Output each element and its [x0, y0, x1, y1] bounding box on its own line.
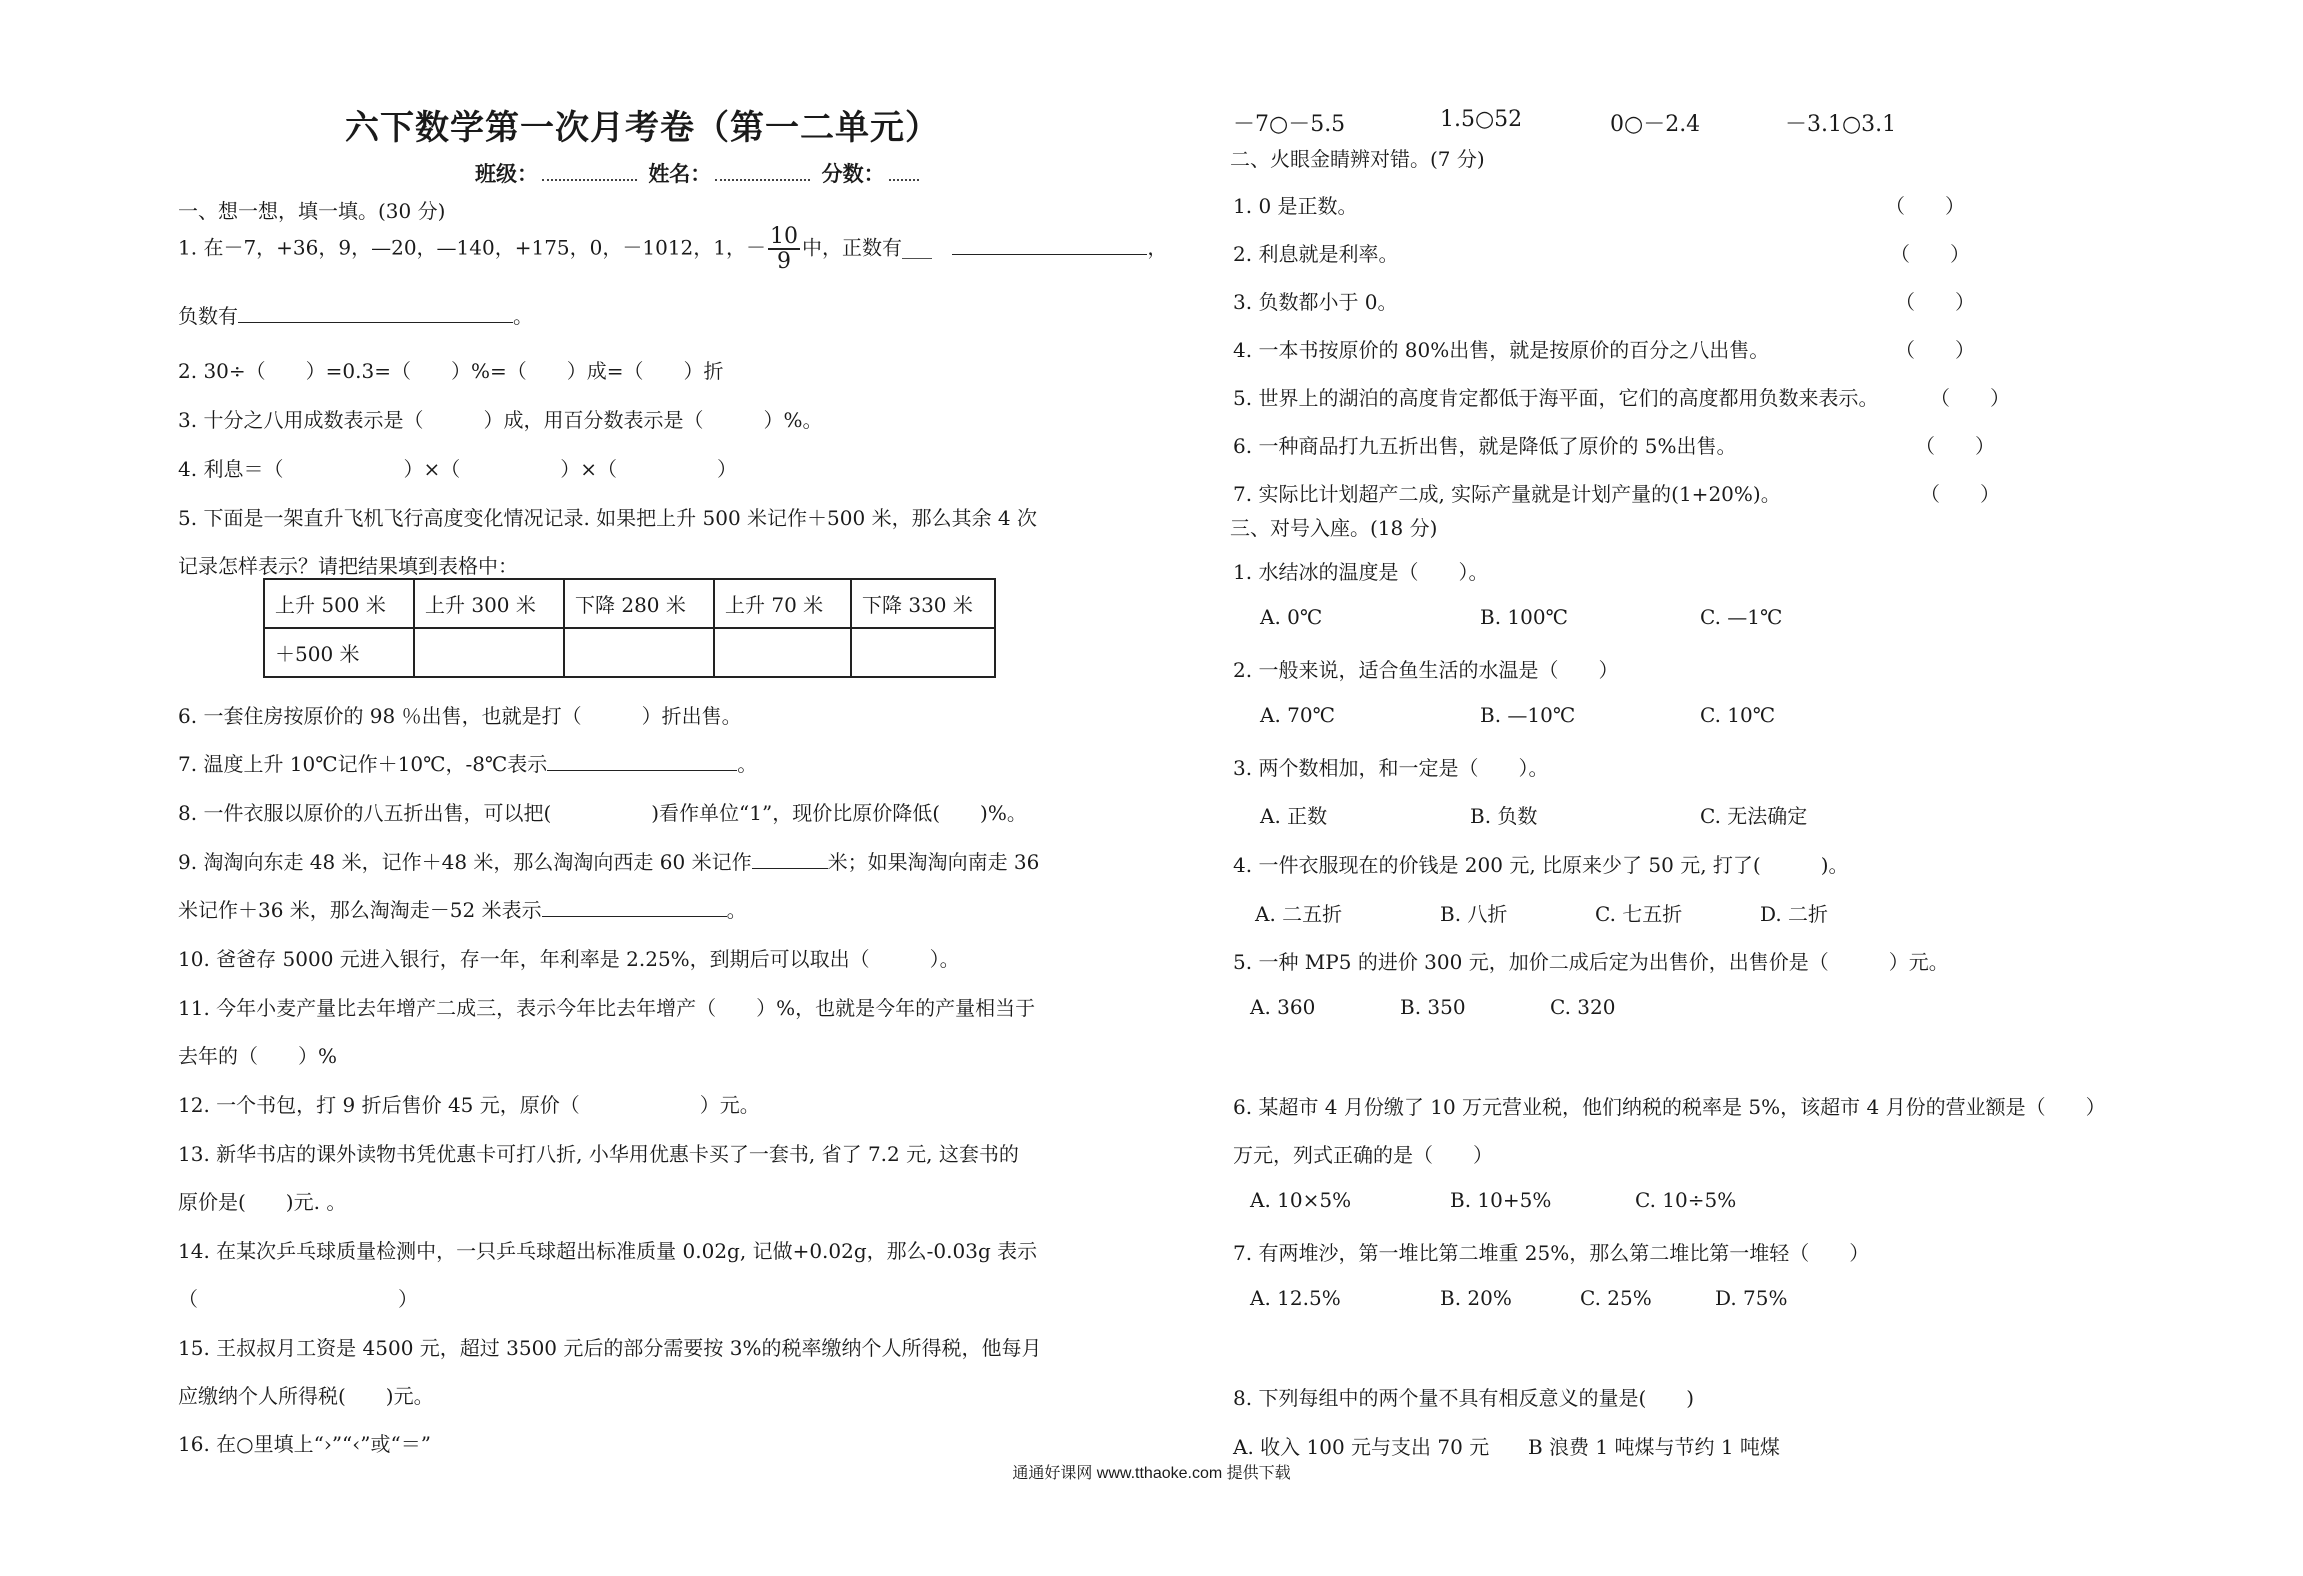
- footer-credit: 通通好课网 www.tthaoke.com 提供下载: [1012, 1465, 1291, 1482]
- mc-question-3: 3. 两个数相加，和一定是（ ）。: [1233, 756, 1549, 780]
- mc-option[interactable]: B. 20%: [1440, 1286, 1512, 1310]
- mc-option[interactable]: C. 25%: [1580, 1286, 1652, 1310]
- tf-question: 6. 一种商品打九五折出售，就是降低了原价的 5%出售。: [1233, 434, 1737, 458]
- score-field[interactable]: [889, 165, 919, 181]
- table-cell: 下降 280 米: [564, 579, 714, 628]
- tf-question: 3. 负数都小于 0。: [1233, 290, 1398, 314]
- tf-answer-paren[interactable]: （ ）: [1915, 434, 1995, 458]
- mc-option[interactable]: B. 350: [1400, 995, 1466, 1019]
- tf-answer-paren[interactable]: （ ）: [1930, 386, 2010, 410]
- mc-option[interactable]: C. —1℃: [1700, 605, 1783, 629]
- table-row: [264, 628, 995, 677]
- question-8: 8. 一件衣服以原价的八五折出售，可以把( )看作单位“1”，现价比原价降低( )%。: [178, 801, 1027, 825]
- tf-question: 2. 利息就是利率。: [1233, 242, 1399, 266]
- class-field[interactable]: [542, 165, 637, 181]
- answer-blank[interactable]: [547, 752, 737, 771]
- tf-answer-paren[interactable]: （ ）: [1895, 290, 1975, 314]
- mc-option[interactable]: A. 正数: [1260, 804, 1328, 828]
- mc-question-1: 1. 水结冰的温度是（ ）。: [1233, 560, 1489, 584]
- mc-question-2: 2. 一般来说，适合鱼生活的水温是（ ）: [1233, 658, 1619, 682]
- tf-question: 1. 0 是正数。: [1233, 194, 1358, 218]
- mc-option[interactable]: B 浪费 1 吨煤与节约 1 吨煤: [1528, 1435, 1780, 1459]
- mc-option[interactable]: C. 七五折: [1595, 902, 1683, 926]
- question-4: 4. 利息＝（ ）×（ ）×（ ）: [178, 457, 737, 481]
- mc-option[interactable]: B. 负数: [1470, 804, 1538, 828]
- mc-option[interactable]: A. 70℃: [1260, 703, 1335, 727]
- section-3-heading: 三、对号入座。(18 分): [1230, 516, 1438, 540]
- mc-option[interactable]: D. 75%: [1715, 1286, 1788, 1310]
- mc-option[interactable]: A. 360: [1250, 995, 1316, 1019]
- tf-answer-paren[interactable]: （ ）: [1890, 242, 1970, 266]
- fraction: $\frac{10}{9}$: [770, 224, 798, 275]
- question-13-line-1: 13. 新华书店的课外读物书凭优惠卡可打八折, 小华用优惠卡买了一套书, 省了 7.2 元, 这套书的: [178, 1142, 1019, 1166]
- compare-item: －3.1○3.1: [1785, 112, 1897, 137]
- tf-question: 4. 一本书按原价的 80%出售，就是按原价的百分之八出售。: [1233, 338, 1770, 362]
- altitude-table: [263, 578, 996, 678]
- mc-question-8: 8. 下列每组中的两个量不具有相反意义的量是( ): [1233, 1386, 1695, 1410]
- mc-option[interactable]: C. 10℃: [1700, 703, 1776, 727]
- compare-item: 0○－2.4: [1610, 112, 1701, 137]
- answer-blank[interactable]: [752, 850, 828, 869]
- mc-question-4: 4. 一件衣服现在的价钱是 200 元, 比原来少了 50 元, 打了( )。: [1233, 853, 1849, 877]
- mc-option[interactable]: A. 二五折: [1255, 902, 1343, 926]
- student-info: [475, 158, 923, 188]
- answer-cell[interactable]: [851, 628, 995, 677]
- question-15-line-1: 15. 王叔叔月工资是 4500 元，超过 3500 元后的部分需要按 3%的税率缴纳个人所得税，他每月: [178, 1336, 1042, 1360]
- score-label: 分数：: [821, 161, 885, 186]
- mc-question-6-line-1: 6. 某超市 4 月份缴了 10 万元营业税，他们纳税的税率是 5%，该超市 4 月份的营业额是（ ）: [1233, 1095, 2106, 1119]
- table-cell: 上升 70 米: [714, 579, 851, 628]
- compare-item: 1.5○52: [1440, 107, 1523, 132]
- tf-answer-paren[interactable]: （ ）: [1885, 194, 1965, 218]
- tf-answer-paren[interactable]: （ ）: [1920, 482, 2000, 506]
- mc-option[interactable]: A. 12.5%: [1250, 1286, 1341, 1310]
- compare-item: －7○－5.5: [1233, 112, 1346, 137]
- question-6: 6. 一套住房按原价的 98 ％出售，也就是打（ ）折出售。: [178, 704, 742, 728]
- mc-option[interactable]: B. —10℃: [1480, 703, 1576, 727]
- question-1: 1. 在－7，+36，9，—20，—140，+175，0，－1012，1，－ $\frac{10}{9}$ 中，正数有___ ，: [178, 224, 1168, 275]
- class-label: 班级：: [475, 161, 538, 186]
- mc-question-5: 5. 一种 MP5 的进价 300 元，加价二成后定为出售价，出售价是（ ）元。: [1233, 950, 1949, 974]
- mc-option[interactable]: B. 10+5%: [1450, 1188, 1552, 1212]
- question-2: 2. 30÷（ ）=0.3=（ ）%=（ ）成=（ ）折: [178, 359, 724, 383]
- question-11-line-2: 去年的（ ）%: [178, 1044, 338, 1068]
- table-cell: 下降 330 米: [851, 579, 995, 628]
- tf-question: 5. 世界上的湖泊的高度肯定都低于海平面，它们的高度都用负数来表示。: [1233, 386, 1879, 410]
- table-cell: ＋500 米: [264, 628, 414, 677]
- name-field[interactable]: [715, 165, 810, 181]
- question-13-line-2: 原价是( )元. 。: [178, 1190, 347, 1214]
- mc-option[interactable]: C. 320: [1550, 995, 1616, 1019]
- mc-question-7: 7. 有两堆沙，第一堆比第二堆重 25%，那么第二堆比第一堆轻（ ）: [1233, 1241, 1870, 1265]
- section-1-heading: 一、想一想，填一填。(30 分): [178, 199, 446, 223]
- answer-blank[interactable]: [952, 236, 1147, 255]
- question-11-line-1: 11. 今年小麦产量比去年增产二成三，表示今年比去年增产（ ）%，也就是今年的产量相当于: [178, 996, 1036, 1020]
- question-9-line-2: 米记作＋36 米，那么淘淘走－52 米表示 。: [178, 898, 747, 922]
- tf-answer-paren[interactable]: （ ）: [1895, 338, 1975, 362]
- mc-option[interactable]: C. 无法确定: [1700, 804, 1808, 828]
- question-3: 3. 十分之八用成数表示是（ ）成，用百分数表示是（ ）%。: [178, 408, 823, 432]
- question-5-line-2: 记录怎样表示？请把结果填到表格中：: [178, 554, 518, 578]
- table-row: [264, 579, 995, 628]
- answer-cell[interactable]: [564, 628, 714, 677]
- answer-cell[interactable]: [714, 628, 851, 677]
- answer-blank[interactable]: [238, 304, 513, 323]
- question-12: 12. 一个书包，打 9 折后售价 45 元，原价（ ）元。: [178, 1093, 760, 1117]
- question-9-line-1: 9. 淘淘向东走 48 米，记作＋48 米，那么淘淘向西走 60 米记作 米；如果淘淘向南走 36: [178, 850, 1040, 874]
- mc-option[interactable]: D. 二折: [1760, 902, 1829, 926]
- question-10: 10. 爸爸存 5000 元进入银行，存一年，年利率是 2.25%，到期后可以取出（ ）。: [178, 947, 960, 971]
- mc-option[interactable]: C. 10÷5%: [1635, 1188, 1737, 1212]
- question-5-line-1: 5. 下面是一架直升飞机飞行高度变化情况记录. 如果把上升 500 米记作＋500 米，那么其余 4 次: [178, 506, 1038, 530]
- table-cell: 上升 500 米: [264, 579, 414, 628]
- section-2-heading: 二、火眼金睛辨对错。(7 分): [1230, 147, 1485, 171]
- question-14-line-1: 14. 在某次乒乓球质量检测中，一只乒乓球超出标准质量 0.02g, 记做+0.02g，那么-0.03g 表示: [178, 1239, 1038, 1263]
- question-14-line-2: （ ）: [178, 1287, 418, 1311]
- question-1-negatives: 负数有 。: [178, 304, 533, 328]
- name-label: 姓名：: [648, 161, 712, 186]
- mc-question-6-line-2: 万元，列式正确的是（ ）: [1233, 1143, 1493, 1167]
- answer-blank[interactable]: [542, 898, 727, 917]
- table-cell: 上升 300 米: [414, 579, 564, 628]
- page-title: 六下数学第一次月考卷（第一二单元）: [345, 108, 940, 148]
- answer-cell[interactable]: [414, 628, 564, 677]
- tf-question: 7. 实际比计划超产二成, 实际产量就是计划产量的(1+20%)。: [1233, 482, 1781, 506]
- question-7: 7. 温度上升 10℃记作＋10℃，-8℃表示 。: [178, 752, 758, 776]
- mc-option[interactable]: A. 0℃: [1260, 605, 1323, 629]
- mc-option[interactable]: B. 八折: [1440, 902, 1508, 926]
- mc-option[interactable]: A. 收入 100 元与支出 70 元: [1233, 1435, 1490, 1459]
- question-16: 16. 在○里填上“›”“‹”或“＝”: [178, 1432, 431, 1456]
- mc-option[interactable]: A. 10×5%: [1250, 1188, 1352, 1212]
- mc-option[interactable]: B. 100℃: [1480, 605, 1568, 629]
- question-15-line-2: 应缴纳个人所得税( )元。: [178, 1384, 434, 1408]
